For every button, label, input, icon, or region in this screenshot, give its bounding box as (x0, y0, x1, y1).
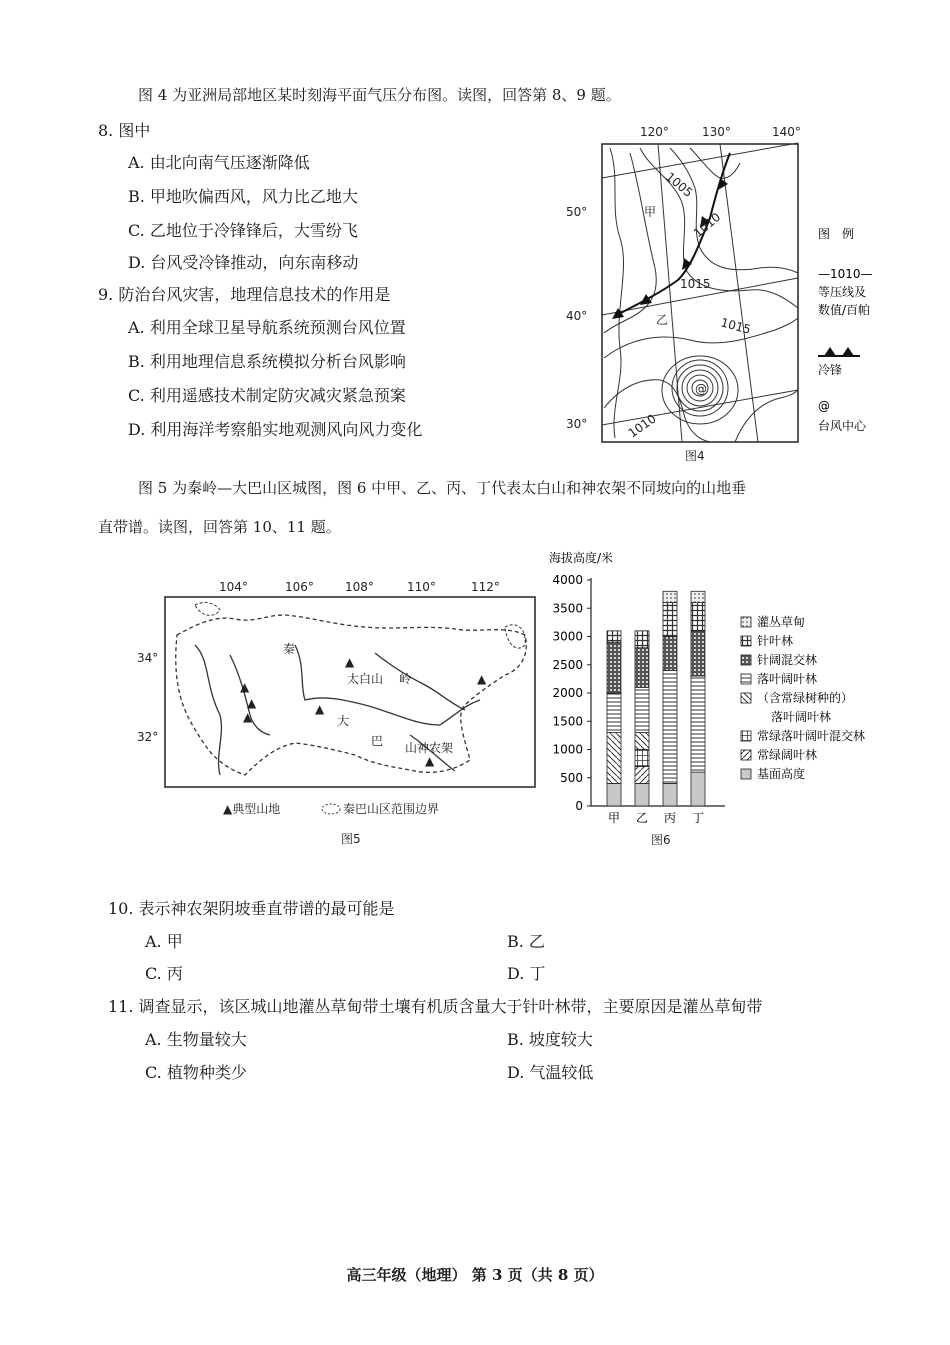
fig6-bar-segment (691, 591, 705, 602)
fig6-x-label: 丁 (691, 811, 705, 825)
intro-fig5-line2: 直带谱。读图，回答第 10、11 题。 (98, 518, 341, 536)
fig4-isobar-label: 1015 (680, 277, 711, 291)
fig6-bar-segment (663, 603, 677, 637)
fig6-legend-swatch (741, 750, 751, 760)
intro-fig5-line1: 图 5 为秦岭—大巴山区城图，图 6 中甲、乙、丙、丁代表太白山和神农架不同坡向的山地垂 (138, 479, 747, 497)
fig6-y-tick-label: 2500 (552, 657, 583, 672)
typhoon-legend-icon: @ (818, 399, 830, 413)
fig4-isobar (735, 390, 798, 442)
question-10-stem: 10. 表示神农架阴坡垂直带谱的最可能是 (108, 899, 395, 918)
q8-option-c: C. 乙地位于冷锋锋后，大雪纷飞 (128, 221, 358, 240)
fig4-legend-front-desc: 冷锋 (818, 363, 843, 377)
fig6-legend-swatch (741, 731, 751, 741)
fig6-legend-swatch (741, 693, 751, 703)
fig6-x-label: 丙 (663, 811, 677, 825)
fig4-legend-isobar-desc: 等压线及 (818, 285, 867, 299)
fig4-isobar (640, 148, 798, 308)
fig6-legend-label: 灌丛草甸 (757, 615, 806, 629)
fig5-label-qin: 秦 (283, 642, 296, 656)
q10-option-d: D. 丁 (507, 964, 546, 983)
fig4-lon-130-line (720, 144, 758, 442)
fig6-bar-segment (691, 772, 705, 806)
fig4-isobar-label: 1015 (719, 315, 753, 337)
fig6-legend-swatch (741, 636, 751, 646)
fig6-bar-segment (635, 631, 649, 648)
fig5-mountain-icon: ▲ (477, 672, 487, 686)
fig4-pressure-map (560, 118, 920, 468)
fig4-isobar-label: 1005 (663, 169, 696, 200)
fig5-mountain-icon: ▲ (315, 702, 325, 716)
fig4-front-triangle (718, 178, 728, 190)
fig4-lat-label: 50° (566, 205, 588, 219)
fig4-front-triangle (640, 294, 652, 305)
fig5-lon-label: 112° (471, 580, 500, 594)
fig5-label-taibaishan: 太白山 (347, 672, 384, 686)
fig4-lon-label: 120° (640, 125, 669, 139)
fig5-mountain-icon: ▲ (345, 655, 355, 669)
fig6-legend-swatch (741, 769, 751, 779)
fig6-x-label: 甲 (607, 811, 621, 825)
q11-option-c: C. 植物种类少 (145, 1063, 247, 1082)
fig6-bar-segment (691, 603, 705, 631)
fig4-legend-isobar-desc: 数值/百帕 (818, 303, 871, 317)
fig5-lat-label: 34° (137, 651, 159, 665)
q10-option-b: B. 乙 (507, 932, 545, 951)
fig6-y-tick-label: 0 (575, 799, 583, 813)
fig4-isobar (690, 148, 740, 178)
fig4-isobar (604, 318, 798, 358)
fig6-legend-swatch (741, 655, 751, 665)
fig5-mountain-icon: ▲ (425, 754, 435, 768)
fig6-bar-segment (663, 637, 677, 671)
fig6-bar-segment (607, 693, 621, 733)
fig6-legend-swatch (741, 674, 751, 684)
fig6-bar-segment (635, 750, 649, 767)
fig6-x-labels (608, 811, 704, 825)
fig4-place-jia: 甲 (644, 205, 657, 219)
q11-option-d: D. 气温较低 (507, 1063, 594, 1082)
fig6-legend-swatch (741, 617, 751, 627)
fig6-bars (607, 591, 705, 806)
fig6-caption: 图6 (651, 833, 671, 847)
fig4-caption: 图4 (685, 449, 705, 463)
fig6-bar-segment (635, 648, 649, 688)
q8-option-a: A. 由北向南气压逐渐降低 (128, 153, 310, 172)
fig6-legend-label: 落叶阔叶林 (771, 710, 832, 724)
fig5-mountain-icon: ▲ (247, 696, 257, 710)
fig4-lon-label: 140° (772, 125, 801, 139)
fig6-legend-label: （含常绿树种的） (757, 691, 854, 705)
q11-option-a: A. 生物量较大 (145, 1030, 247, 1049)
fig6-bar-segment (663, 591, 677, 602)
q9-option-d: D. 利用海洋考察船实地观测风向风力变化 (128, 420, 423, 439)
fig5-river (375, 653, 465, 710)
fig6-y-tick-label: 1000 (552, 742, 583, 757)
fig6-bar-segment (663, 783, 677, 806)
q8-option-b: B. 甲地吹偏西风，风力比乙地大 (128, 187, 358, 206)
fig6-y-ticks (552, 573, 591, 813)
fig6-bar-segment (691, 676, 705, 772)
q9-option-c: C. 利用遥感技术制定防灾减灾紧急预案 (128, 386, 406, 405)
fig6-legend-label: 落叶阔叶林 (757, 672, 818, 686)
fig5-lon-label: 108° (345, 580, 374, 594)
fig5-legend-boundary: 秦巴山区范围边界 (343, 802, 440, 816)
fig4-legend-typhoon-desc: 台风中心 (818, 419, 867, 433)
fig6-bar-segment (635, 766, 649, 783)
fig6-legend-label: 常绿落叶阔叶混交林 (757, 729, 866, 743)
fig4-lat-label: 30° (566, 417, 588, 431)
q8-option-d: D. 台风受冷锋推动，向东南移动 (128, 253, 359, 272)
fig6-legend-label: 基面高度 (757, 767, 806, 781)
fig6-bar-segment (635, 687, 649, 732)
fig5-lon-label: 106° (285, 580, 314, 594)
fig4-legend-front-triangle (842, 347, 854, 356)
intro-fig4: 图 4 为亚洲局部地区某时刻海平面气压分布图。读图，回答第 8、9 题。 (138, 86, 621, 104)
fig5-legend-boundary-icon (322, 804, 340, 814)
fig6-bar-segment (607, 733, 621, 784)
fig6-vertical-zonation-chart (545, 548, 925, 848)
fig6-bar-segment (635, 783, 649, 806)
typhoon-center-icon: @ (695, 382, 707, 396)
fig4-isobar-label: 1010 (690, 209, 724, 241)
fig5-boundary (195, 603, 220, 616)
fig6-legend (741, 614, 865, 781)
fig6-y-tick-label: 4000 (552, 573, 583, 587)
fig6-y-tick-label: 2000 (552, 686, 583, 700)
fig5-label-ba: 巴 (371, 734, 384, 748)
fig6-y-tick-label: 3000 (552, 629, 583, 644)
q11-option-b: B. 坡度较大 (507, 1030, 593, 1049)
fig6-y-tick-label: 500 (560, 770, 583, 785)
fig6-bar-segment (607, 642, 621, 693)
question-11-stem: 11. 调查显示，该区城山地灌丛草甸带土壤有机质含量大于针叶林带，主要原因是灌丛草甸带 (108, 997, 763, 1016)
fig5-mountain-icon: ▲ (240, 680, 250, 694)
fig6-bar-segment (691, 631, 705, 676)
fig6-bar-segment (635, 733, 649, 750)
fig4-front-triangle (612, 308, 624, 319)
fig5-label-shennongjia: 神农架 (417, 741, 454, 755)
fig4-lat-50-line (602, 143, 798, 178)
fig6-bar-segment (607, 783, 621, 806)
q9-option-a: A. 利用全球卫星导航系统预测台风位置 (128, 318, 406, 337)
fig5-caption: 图5 (341, 832, 361, 846)
fig6-legend-label: 常绿阔叶林 (757, 748, 818, 762)
fig6-bar-segment (607, 631, 621, 642)
fig5-boundary (176, 615, 527, 775)
fig6-x-label: 乙 (635, 811, 649, 825)
fig5-lon-label: 104° (219, 580, 248, 594)
fig6-y-tick-label: 3500 (552, 601, 583, 616)
fig4-frame (602, 144, 798, 442)
question-9-stem: 9. 防治台风灾害，地理信息技术的作用是 (98, 285, 391, 304)
fig4-isobar-label: 1010 (625, 411, 659, 441)
fig5-mountain-icon: ▲ (243, 710, 253, 724)
fig6-y-title: 海拔高度/米 (549, 551, 614, 565)
fig5-river (195, 645, 221, 775)
fig5-lon-label: 110° (407, 580, 436, 594)
fig4-legend-isobar-sample: —1010— (818, 267, 873, 281)
fig4-legend-front-triangle (824, 347, 836, 356)
fig5-region-map (135, 575, 540, 850)
fig5-label-ling: 岭 (399, 672, 412, 686)
fig5-lat-label: 32° (137, 730, 159, 744)
fig5-label-shan: 山 (405, 741, 418, 755)
page-footer: 高三年级（地理） 第 3 页（共 8 页） (346, 1266, 604, 1284)
fig5-boundary (505, 625, 525, 648)
fig5-legend-mountain: ▲典型山地 (223, 802, 281, 816)
fig4-lat-label: 40° (566, 309, 588, 323)
question-8-stem: 8. 图中 (98, 121, 151, 140)
fig5-label-da: 大 (337, 714, 350, 728)
fig4-legend-title: 图 例 (818, 227, 855, 241)
q10-option-c: C. 丙 (145, 964, 183, 983)
q9-option-b: B. 利用地理信息系统模拟分析台风影响 (128, 352, 406, 371)
fig4-place-yi: 乙 (656, 313, 669, 327)
fig6-legend-label: 针阔混交林 (757, 653, 818, 667)
fig6-y-tick-label: 1500 (552, 714, 583, 729)
fig6-legend-label: 针叶林 (757, 634, 794, 648)
q10-option-a: A. 甲 (145, 932, 183, 951)
fig6-bar-segment (663, 670, 677, 783)
fig4-lon-label: 130° (702, 125, 731, 139)
